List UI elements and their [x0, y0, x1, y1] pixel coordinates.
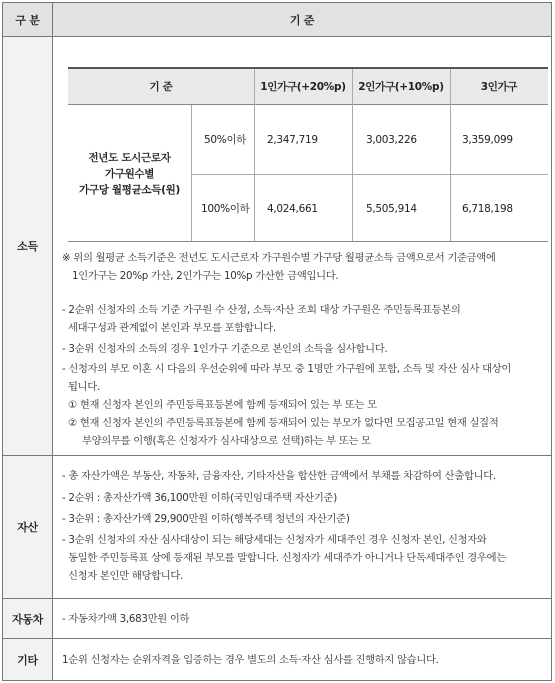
th-basis: 기 준 — [68, 69, 254, 105]
income-item: - 신청자의 부모 이혼 시 다음의 우선순위에 따라 부모 중 1명만 가구원에 포함, 소득 및 자산 심사 대상이 — [62, 363, 512, 375]
value-cell: 3,359,099 — [462, 133, 513, 146]
etc-row — [3, 639, 551, 680]
income-label: 소득 — [3, 37, 53, 455]
car-row — [3, 599, 551, 639]
car-label: 자동차 — [3, 599, 53, 638]
criteria-table — [2, 2, 552, 681]
etc-label: 기타 — [3, 639, 53, 680]
assets-item: - 총 자산가액은 부동산, 자동차, 금융자산, 기타자산을 합산한 금액에서 부채를 차감하여 산출합니다. — [62, 470, 496, 482]
assets-item: 동일한 주민등록표 상에 등재된 부모를 말합니다. 신청자가 세대주가 아니거나 단독세대주인 경우에는 — [68, 552, 506, 564]
divider — [450, 69, 451, 241]
th-3person: 3인가구 — [450, 69, 548, 105]
value-cell: 5,505,914 — [366, 202, 417, 215]
value-cell: 3,003,226 — [366, 133, 417, 146]
car-content — [54, 599, 551, 638]
income-standard-table — [68, 67, 548, 242]
divider — [352, 69, 353, 241]
divider — [254, 69, 255, 241]
pct-cell: 50%이하 — [204, 134, 247, 146]
th-1person: 1인가구(+20%p) — [254, 69, 352, 105]
assets-label: 자산 — [3, 456, 53, 598]
table-header — [3, 3, 551, 37]
pct-cell: 100%이하 — [201, 203, 250, 215]
etc-content — [54, 639, 551, 680]
income-note: 1인가구는 20%p 가산, 2인가구는 10%p 가산한 금액입니다. — [72, 270, 339, 282]
income-note: ※ 위의 월평균 소득기준은 전년도 도시근로자 가구원수별 가구당 월평균소득 금액으로서 기준금액에 — [62, 252, 496, 264]
row-label-line: 전년도 도시근로자 — [88, 151, 171, 164]
assets-item: - 3순위 : 총자산가액 29,900만원 이하(행복주택 청년의 자산기준) — [62, 513, 350, 525]
value-cell: 2,347,719 — [267, 133, 318, 146]
row-label-line: 가구원수별 — [104, 167, 155, 180]
value-cell: 4,024,661 — [267, 202, 318, 215]
income-item: ① 현재 신청자 본인의 주민등록표등본에 함께 등재되어 있는 부 또는 모 — [68, 399, 377, 411]
divider — [191, 105, 192, 241]
assets-item: - 3순위 신청자의 자산 심사대상이 되는 해당세대는 신청자가 세대주인 경우 신청자 본인, 신청자와 — [62, 534, 487, 546]
income-content — [54, 37, 551, 455]
income-item: 됩니다. — [68, 381, 100, 393]
income-item: 세대구성과 관계없이 본인과 부모를 포함합니다. — [68, 322, 276, 334]
assets-row — [3, 456, 551, 599]
income-item: - 2순위 신청자의 소득 기준 가구원 수 산정, 소득·자산 조회 대상 가구원은 주민등록표등본의 — [62, 304, 461, 316]
income-item: - 3순위 신청자의 소득의 경우 1인가구 기준으로 본인의 소득을 심사합니다. — [62, 343, 388, 355]
assets-item: - 2순위 : 총자산가액 36,100만원 이하(국민임대주택 자산기준) — [62, 492, 337, 504]
header-category: 구 분 — [3, 3, 53, 36]
assets-content — [54, 456, 551, 598]
row-label-line: 가구당 월평균소득(원) — [79, 183, 180, 196]
etc-text: 1순위 신청자는 순위자격을 입증하는 경우 별도의 소득·자산 심사를 진행하지 않습니다. — [62, 654, 439, 666]
th-2person: 2인가구(+10%p) — [352, 69, 450, 105]
car-text: - 자동차가액 3,683만원 이하 — [62, 613, 190, 625]
income-row — [3, 37, 551, 456]
value-cell: 6,718,198 — [462, 202, 513, 215]
row-label-cell — [68, 105, 191, 242]
income-item: 부양의무를 이행(혹은 신청자가 심사대상으로 선택)하는 부 또는 모 — [82, 435, 371, 447]
header-criteria: 기 준 — [289, 13, 315, 27]
assets-item: 신청자 본인만 해당합니다. — [68, 570, 184, 582]
income-item: ② 현재 신청자 본인의 주민등록표등본에 함께 등재되어 있는 부모가 없다면 모집공고일 현재 실질적 — [68, 417, 499, 429]
